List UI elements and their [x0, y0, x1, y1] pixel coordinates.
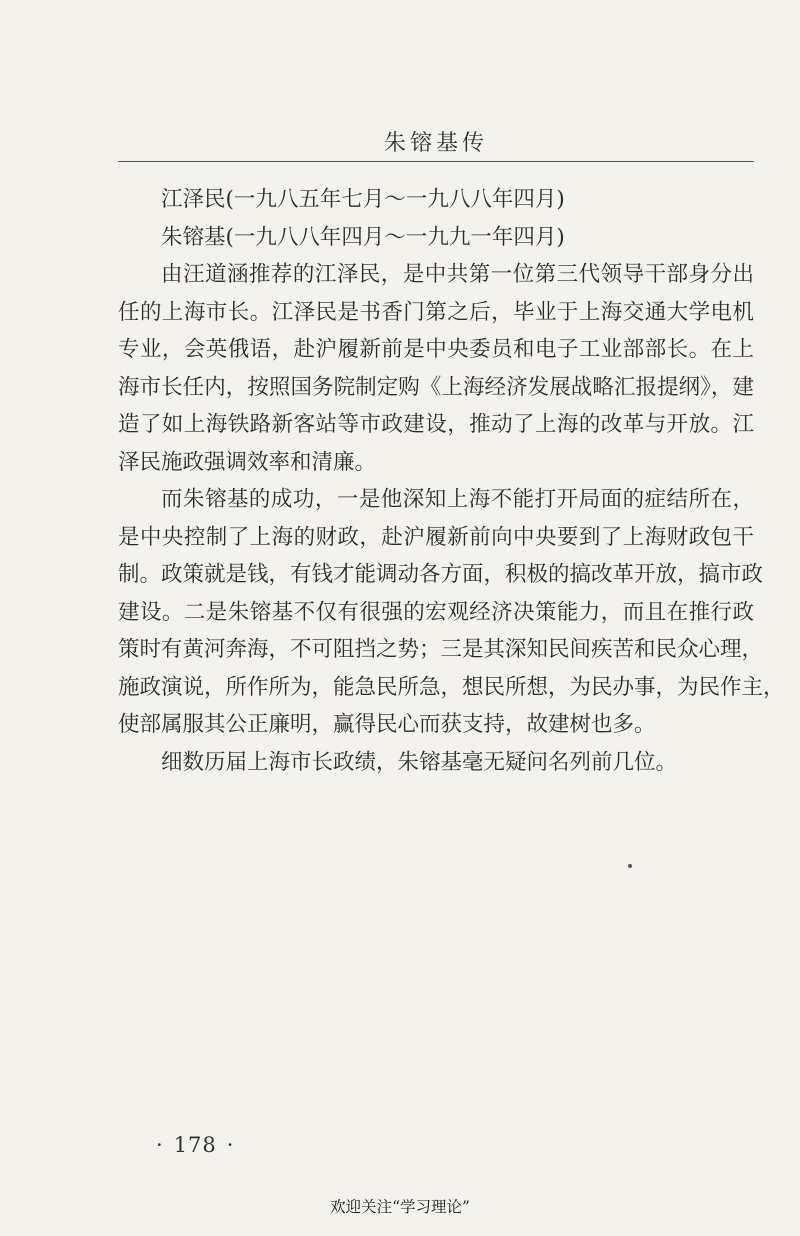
body-line: 造了如上海铁路新客站等市政建设，推动了上海的改革与开放。江: [118, 412, 754, 437]
body-line: 是中央控制了上海的财政，赴沪履新前向中央要到了上海财政包干: [118, 524, 754, 550]
page-number: [146, 1133, 244, 1157]
body-line: 施政演说，所作所为，能急民所急，想民所想，为民办事，为民作主，: [118, 674, 785, 700]
body-line: 而朱镕基的成功，一是他深知上海不能打开局面的症结所在，: [161, 487, 754, 512]
body-text: [118, 181, 785, 781]
header-divider: [118, 161, 754, 162]
body-line: 专业，会英俄语，赴沪履新前是中央委员和电子工业部部长。在上: [118, 337, 754, 362]
body-line: 细数历届上海市长政绩，朱镕基毫无疑问名列前几位。: [161, 749, 678, 775]
body-line: 策时有黄河奔海，不可阻挡之势；三是其深知民间疾苦和民众心理，: [118, 637, 764, 662]
footer-watermark-note: 欢迎关注“学习理论”: [330, 1198, 470, 1216]
body-line: 建设。二是朱镕基不仅有很强的宏观经济决策能力，而且在推行政: [118, 599, 754, 625]
body-line: 由汪道涵推荐的江泽民，是中共第一位第三代领导干部身分出: [161, 262, 754, 287]
body-line: 朱镕基(一九八八年四月～一九九一年四月): [161, 224, 565, 250]
page-number-value: 178: [173, 1133, 217, 1157]
print-speck: [628, 864, 632, 868]
page-number-dot: ·: [226, 1133, 235, 1157]
body-line: 江泽民(一九八五年七月～一九八八年四月): [161, 187, 565, 212]
body-line: 海市长任内，按照国务院制定购《上海经济发展战略汇报提纲》，建: [118, 374, 754, 400]
body-line: 任的上海市长。江泽民是书香门第之后，毕业于上海交通大学电机: [118, 299, 754, 325]
body-line: 制。政策就是钱，有钱才能调动各方面，积极的搞改革开放，搞市政: [118, 562, 764, 587]
body-line: 泽民施政强调效率和清廉。: [118, 449, 377, 475]
page-header-title: 朱镕基传: [383, 131, 488, 156]
body-line: 使部属服其公正廉明，赢得民心而获支持，故建树也多。: [118, 712, 656, 737]
page-number-dot: ·: [156, 1133, 164, 1157]
